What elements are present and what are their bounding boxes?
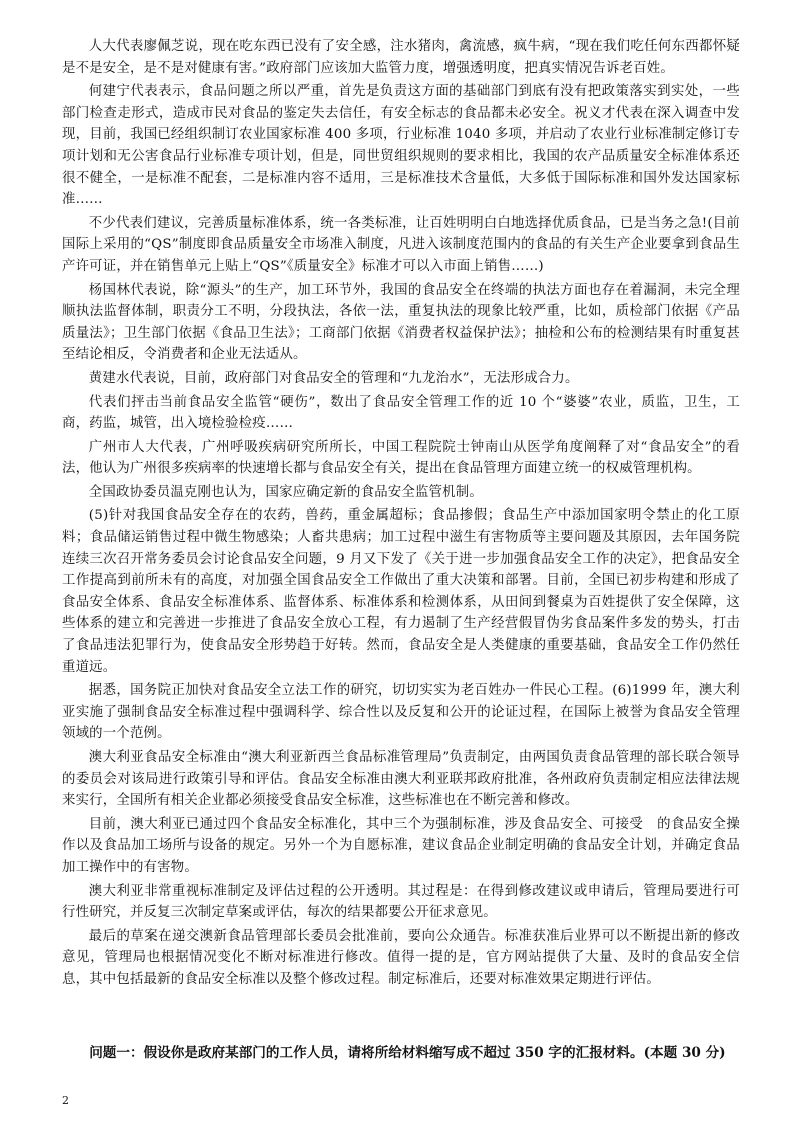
document-body xyxy=(62,36,740,993)
paragraph: 广州市人大代表，广州呼吸疾病研究所所长，中国工程院院士钟南山从医学角度阐释了对“食品安全”的看法，他认为广州很多疾病率的快速增长都与食品安全有关，提出在食品管理方面建立统一的权威管理机构。 xyxy=(62,439,740,477)
paragraph: 澳大利亚食品安全标准由“澳大利亚新西兰食品标准管理局”负责制定，由两国负责食品管理的部长联合领导的委员会对该局进行政策引导和评估。食品安全标准由澳大利亚联邦政府批准，各州政府负责制定相应法律法规来实行，全国所有相关企业都必须接受食品安全标准，这些标准也在不断完善和修改。 xyxy=(62,750,740,809)
paragraph: 不少代表们建议，完善质量标准体系，统一各类标准，让百姓明明白白地选择优质食品，已是当务之急!(目前国际上采用的“QS”制度即食品质量安全市场准入制度，凡进入该制度范围内的食品的有关生产企业要拿到食品生产许可证，并在销售单元上贴上“QS”《质量安全》标准才可以入市面上销售……) xyxy=(62,215,740,274)
paragraph: 黄建水代表说，目前，政府部门对食品安全的管理和“九龙治水”，无法形成合力。 xyxy=(88,370,579,386)
paragraph: 全国政协委员温克刚也认为，国家应确定新的食品安全监管机制。 xyxy=(88,484,483,500)
paragraph: 据悉，国务院正加快对食品安全立法工作的研究，切切实实为老百姓办一件民心工程。(6)1999 年，澳大利亚实施了强制食品安全标准过程中强调科学、综合性以及反复和公开的论证过程，在国际上被誉为食品安全管理领域的一个范例。 xyxy=(62,683,740,742)
paragraph: 何建宁代表表示，食品问题之所以严重，首先是负责这方面的基础部门到底有没有把政策落实到实处，一些部门检查走形式，造成市民对食品的鉴定失去信任，有安全标志的食品都未必安全。祝义才代表在深入调查中发现，目前，我国已经组织制订农业国家标准 400 多项，行业标准 1040 多项，并启动了农业行业标准制定修订专项计划和无公害食品行业标准专项计划，但是，同世贸组织规则的要求相比，我国的农产品质量安全标准体系还很不健全，一是标准不配套，二是标准内容不适用，三是标准技术含量低，大多低于国际标准和国外发达国家标准…… xyxy=(62,84,740,208)
paragraph: 杨国林代表说，除“源头”的生产，加工环节外，我国的食品安全在终端的执法方面也存在着漏洞，未完全理顺执法监督体制，职责分工不明，分段执法，各依一法，重复执法的现象比较严重，比如，质检部门依据《产品质量法》；卫生部门依据《食品卫生法》；工商部门依据《消费者权益保护法》；抽检和公布的检测结果有时重复甚至结论相反，令消费者和企业无法适从。 xyxy=(62,282,740,363)
paragraph: 最后的草案在递交澳新食品管理部长委员会批准前，要向公众通告。标准获准后业界可以不断提出新的修改意见，管理局也根据情况变化不断对标准进行修改。值得一提的是，官方网站提供了大量、及时的食品安全信息，其中包括最新的食品安全标准以及整个修改过程。制定标准后，还要对标准效果定期进行评估。 xyxy=(62,928,740,987)
paragraph: 目前，澳大利亚已通过四个食品安全标准化，其中三个为强制标准，涉及食品安全、可接受 的食品安全操作以及食品加工场所与设备的规定。另外一个为自愿标准，建议食品企业制定明确的食品安全计划，并确定食品加工操作中的有害物。 xyxy=(62,816,740,875)
question-prompt: 问题一：假设你是政府某部门的工作人员，请将所给材料缩写成不超过 350 字的汇报材料。(本题 30 分) xyxy=(89,1045,726,1061)
paragraph: 代表们抨击当前食品安全监管“硬伤”，数出了食品安全管理工作的近 10 个“婆婆”农业，质监，卫生，工商，药监，城管，出入境检验检疫…… xyxy=(62,394,740,432)
page-number: 2 xyxy=(62,1094,69,1107)
paragraph: 人大代表廖佩芝说，现在吃东西已没有了安全感，注水猪肉，禽流感，疯牛病，“现在我们吃任何东西都怀疑是不是安全，是不是对健康有害。”政府部门应该加大监管力度，增强透明度，把真实情况告诉老百姓。 xyxy=(62,39,740,76)
paragraph: 澳大利亚非常重视标准制定及评估过程的公开透明。其过程是：在得到修改建议或申请后，管理局要进行可行性研究，并反复三次制定草案或评估，每次的结果都要公开征求意见。 xyxy=(62,883,740,921)
paragraph: (5)针对我国食品安全存在的农药，兽药，重金属超标；食品掺假；食品生产中添加国家明令禁止的化工原料；食品储运销售过程中微生物感染；人畜共患病；加工过程中滋生有害物质等主要问题及其原因，去年国务院连续三次召开常务委员会讨论食品安全问题，9 月又下发了《关于进一步加强食品安全工作的决定》，把食品安全工作提高到前所未有的高度，对加强全国食品安全工作做出了重大决策和部署。目前，全国已初步构建和形成了食品安全体系、食品安全标准体系、监督体系、标准体系和检测体系，从田间到餐桌为百姓提供了安全保障，这些体系的建立和完善进一步推进了食品安全放心工程，有力遏制了生产经营假冒伪劣食品案件多发的势头，打击了食品违法犯罪行为，使食品安全形势趋于好转。然而，食品安全是人类健康的重要基础，食品安全工作仍然任重道远。 xyxy=(62,508,740,675)
